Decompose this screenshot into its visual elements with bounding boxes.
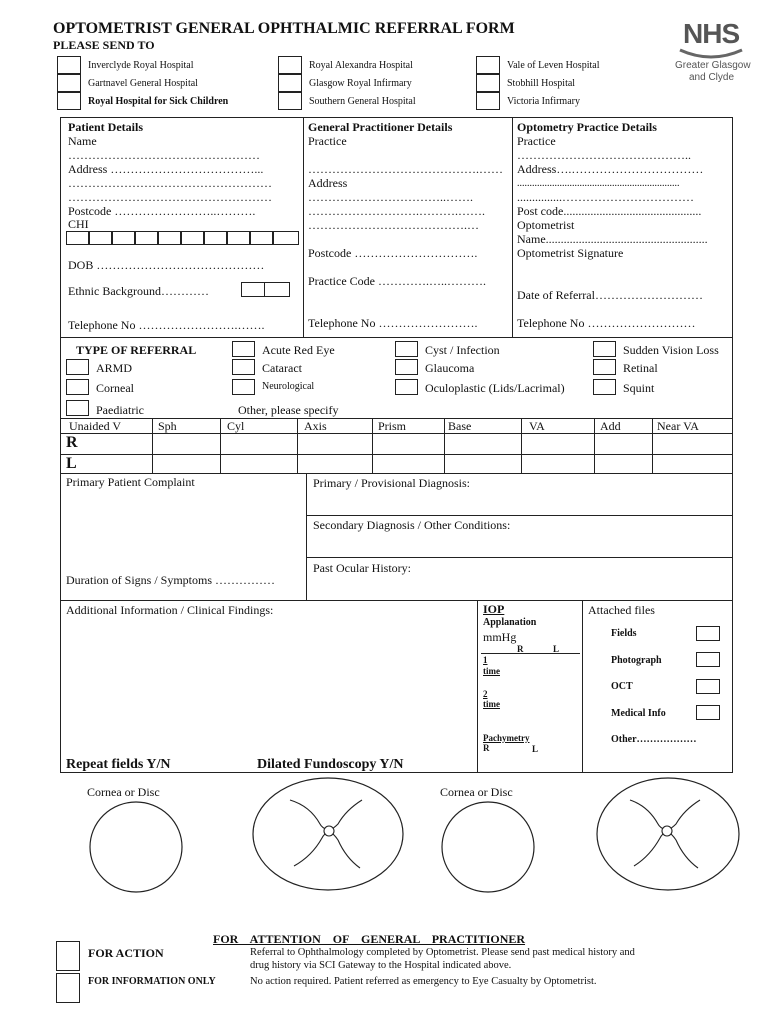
gp-address-line3[interactable]: ………………………………….… xyxy=(308,218,479,232)
referral-checkbox-acute-red-eye[interactable] xyxy=(232,341,255,357)
referral-checkbox-neurological[interactable] xyxy=(232,379,255,395)
patient-dob-field[interactable]: DOB …………………………………… xyxy=(68,258,265,272)
attached-item-label: Photograph xyxy=(611,655,662,666)
referral-label-squint: Squint xyxy=(623,381,655,395)
gp-practice-code-field[interactable]: Practice Code ………….…..………. xyxy=(308,274,486,288)
for-action-checkbox[interactable] xyxy=(56,941,80,971)
referral-label-retinal: Retinal xyxy=(623,361,658,375)
iop-heading: IOP xyxy=(483,602,505,616)
referral-label-sudden-vision-loss: Sudden Vision Loss xyxy=(623,343,719,357)
diagram-left-label: Cornea or Disc xyxy=(87,785,160,799)
primary-complaint-field[interactable]: Primary Patient Complaint xyxy=(66,475,195,489)
refraction-header: Add xyxy=(600,419,621,433)
optom-address-line2[interactable]: ................................................................. xyxy=(517,178,680,189)
refraction-header: Unaided V xyxy=(69,419,122,433)
optom-name-field[interactable]: Name...................................................... xyxy=(517,232,708,246)
hospital-label: Victoria Infirmary xyxy=(507,96,580,107)
hospital-checkbox-gartnavel[interactable] xyxy=(57,74,81,92)
diagram-right-label: Cornea or Disc xyxy=(440,785,513,799)
for-action-text-line2: drug history via SCI Gateway to the Hospital indicated above. xyxy=(250,960,512,971)
referral-other-field[interactable]: Other, please specify xyxy=(238,403,339,417)
for-information-label: FOR INFORMATION ONLY xyxy=(88,976,216,987)
iop-second-time-label: time xyxy=(483,699,500,709)
nhs-org-line2: and Clyde xyxy=(689,72,735,83)
secondary-diagnosis-field[interactable]: Secondary Diagnosis / Other Conditions: xyxy=(313,518,511,532)
optom-practice-field[interactable]: …………………………………….. xyxy=(517,148,691,162)
attached-checkbox-oct[interactable] xyxy=(696,679,720,694)
hospital-label: Vale of Leven Hospital xyxy=(507,60,600,71)
dilated-fundoscopy-label[interactable]: Dilated Fundoscopy Y/N xyxy=(257,757,404,772)
referral-checkbox-glaucoma[interactable] xyxy=(395,359,418,375)
attached-checkbox-photograph[interactable] xyxy=(696,652,720,667)
for-information-checkbox[interactable] xyxy=(56,973,80,1003)
patient-ethnic-label: Ethnic Background………… xyxy=(68,284,209,298)
hospital-checkbox-victoria[interactable] xyxy=(476,92,500,110)
refraction-header: Base xyxy=(448,419,472,433)
referral-checkbox-paediatric[interactable] xyxy=(66,400,89,416)
iop-applanation-label: Applanation xyxy=(483,617,537,628)
gp-practice-field[interactable]: …………………………………….…… xyxy=(308,162,503,176)
past-ocular-history-field[interactable]: Past Ocular History: xyxy=(313,561,411,575)
refraction-header: Prism xyxy=(378,419,407,433)
referral-checkbox-retinal[interactable] xyxy=(593,359,616,375)
referral-label-cataract: Cataract xyxy=(262,361,302,375)
referral-label-cyst: Cyst / Infection xyxy=(425,343,500,357)
cornea-drawing-area-left[interactable] xyxy=(88,800,184,896)
form-title: OPTOMETRIST GENERAL OPHTHALMIC REFERRAL FORM xyxy=(53,20,515,37)
referral-heading: TYPE OF REFERRAL xyxy=(76,343,197,357)
for-information-text: No action required. Patient referred as emergency to Eye Casualty by Optometrist. xyxy=(250,976,597,987)
iop-l-label: L xyxy=(553,644,560,654)
hospital-label: Glasgow Royal Infirmary xyxy=(309,78,412,89)
patient-address-line2[interactable]: …………………………………………… xyxy=(68,176,272,190)
attached-other-field[interactable]: Other……………… xyxy=(611,734,697,745)
referral-label-paediatric: Paediatric xyxy=(96,403,144,417)
gp-telephone-field[interactable]: Telephone No ……………………. xyxy=(308,316,478,330)
hospital-checkbox-royal-alexandra[interactable] xyxy=(278,56,302,74)
for-action-label: FOR ACTION xyxy=(88,946,164,960)
patient-postcode-field[interactable]: Postcode ……………………..………. xyxy=(68,204,256,218)
refraction-header: Axis xyxy=(304,419,327,433)
hospital-checkbox-stobhill[interactable] xyxy=(476,74,500,92)
gp-practice-label: Practice xyxy=(308,134,347,148)
iop-unit-label: mmHg xyxy=(483,630,517,644)
pachymetry-r-label: R xyxy=(483,743,490,753)
ethnic-box-1[interactable] xyxy=(241,282,265,297)
referral-label-glaucoma: Glaucoma xyxy=(425,361,475,375)
hospital-checkbox-inverclyde[interactable] xyxy=(57,56,81,74)
referral-checkbox-sudden-vision-loss[interactable] xyxy=(593,341,616,357)
refraction-header: Sph xyxy=(158,419,177,433)
patient-chi-label: CHI xyxy=(68,217,89,231)
duration-field[interactable]: Duration of Signs / Symptoms …………… xyxy=(66,573,276,587)
hospital-label: Royal Alexandra Hospital xyxy=(309,60,413,71)
iop-r-label: R xyxy=(517,644,524,654)
refraction-header: Cyl xyxy=(227,419,245,433)
referral-checkbox-corneal[interactable] xyxy=(66,379,89,395)
refraction-row-right: R xyxy=(66,434,78,451)
for-action-text-line1: Referral to Ophthalmology completed by Optometrist. Please send past medical history and xyxy=(250,947,635,958)
optom-address-field[interactable]: Address….…………………………… xyxy=(517,162,704,176)
attached-item-label: OCT xyxy=(611,681,633,692)
referral-checkbox-cataract[interactable] xyxy=(232,359,255,375)
hospital-label: Inverclyde Royal Hospital xyxy=(88,60,194,71)
optom-date-field[interactable]: Date of Referral……………………… xyxy=(517,288,703,302)
referral-checkbox-oculoplastic[interactable] xyxy=(395,379,418,395)
optom-postcode-field[interactable]: Post code.............................................. xyxy=(517,204,702,218)
attached-checkbox-medical-info[interactable] xyxy=(696,705,720,720)
attached-item-label: Fields xyxy=(611,628,637,639)
refraction-header: VA xyxy=(529,419,545,433)
nhs-org-line1: Greater Glasgow xyxy=(675,60,751,71)
ethnic-box-2[interactable] xyxy=(264,282,290,297)
additional-info-field[interactable]: Additional Information / Clinical Findings: xyxy=(66,603,274,617)
patient-heading: Patient Details xyxy=(68,120,143,134)
patient-address-line3[interactable]: …………………………………………… xyxy=(68,190,272,204)
hospital-checkbox-southern-general[interactable] xyxy=(278,92,302,110)
patient-telephone-field[interactable]: Telephone No …………………….……. xyxy=(68,318,265,332)
fundus-drawing-area-left[interactable] xyxy=(250,776,406,894)
fundus-drawing-area-right[interactable] xyxy=(594,776,744,894)
refraction-header: Near VA xyxy=(657,419,699,433)
hospital-label: Gartnavel General Hospital xyxy=(88,78,198,89)
hospital-checkbox-vale-of-leven[interactable] xyxy=(476,56,500,74)
optom-heading: Optometry Practice Details xyxy=(517,120,657,134)
referral-checkbox-cyst[interactable] xyxy=(395,341,418,357)
referral-label-oculoplastic: Oculoplastic (Lids/Lacrimal) xyxy=(425,381,565,395)
optom-practice-label: Practice xyxy=(517,134,556,148)
gp-address-line1[interactable]: ……………………………..……. xyxy=(308,190,473,204)
patient-address-field[interactable]: Address ………………………………... xyxy=(68,162,264,176)
pachymetry-l-label: L xyxy=(532,744,539,754)
optom-optometrist-label: Optometrist xyxy=(517,218,575,232)
patient-name-field[interactable]: ………………………………………… xyxy=(68,148,260,162)
referral-label-neurological: Neurological xyxy=(262,381,315,392)
attached-checkbox-fields[interactable] xyxy=(696,626,720,641)
repeat-fields-label[interactable]: Repeat fields Y/N xyxy=(66,757,171,772)
optom-telephone-field[interactable]: Telephone No ……………………… xyxy=(517,316,696,330)
optom-address-line3[interactable]: ...............…………………………… xyxy=(517,190,694,204)
hospital-label: Southern General Hospital xyxy=(309,96,416,107)
gp-attention-heading: FOR ATTENTION OF GENERAL PRACTITIONER xyxy=(213,932,526,946)
cornea-drawing-area-right[interactable] xyxy=(440,800,536,896)
gp-postcode-field[interactable]: Postcode …………………………. xyxy=(308,246,478,260)
gp-address-line2[interactable]: ……………………….……….……. xyxy=(308,204,485,218)
gp-address-label: Address xyxy=(308,176,348,190)
attached-files-heading: Attached files xyxy=(588,603,655,617)
referral-label-acute-red-eye: Acute Red Eye xyxy=(262,343,335,357)
referral-checkbox-armd[interactable] xyxy=(66,359,89,375)
refraction-row-left: L xyxy=(66,455,77,472)
hospital-checkbox-glasgow-royal[interactable] xyxy=(278,74,302,92)
hospital-label: Stobhill Hospital xyxy=(507,78,576,89)
hospital-checkbox-sick-children[interactable] xyxy=(57,92,81,110)
attached-item-label: Medical Info xyxy=(611,708,666,719)
please-send-to: PLEASE SEND TO xyxy=(53,38,155,52)
primary-diagnosis-field[interactable]: Primary / Provisional Diagnosis: xyxy=(313,476,470,490)
hospital-label: Royal Hospital for Sick Children xyxy=(88,96,229,107)
gp-heading: General Practitioner Details xyxy=(308,120,453,134)
referral-label-corneal: Corneal xyxy=(96,381,134,395)
iop-first-label: 1 xyxy=(483,655,488,665)
referral-label-armd: ARMD xyxy=(96,361,133,375)
nhs-logo-text: NHS xyxy=(683,18,740,49)
iop-second-label: 2 xyxy=(483,689,488,699)
referral-checkbox-squint[interactable] xyxy=(593,379,616,395)
pachymetry-label: Pachymetry xyxy=(483,733,530,743)
optom-signature-label[interactable]: Optometrist Signature xyxy=(517,246,624,260)
patient-name-label: Name xyxy=(68,134,97,148)
iop-first-time-label: time xyxy=(483,666,500,676)
